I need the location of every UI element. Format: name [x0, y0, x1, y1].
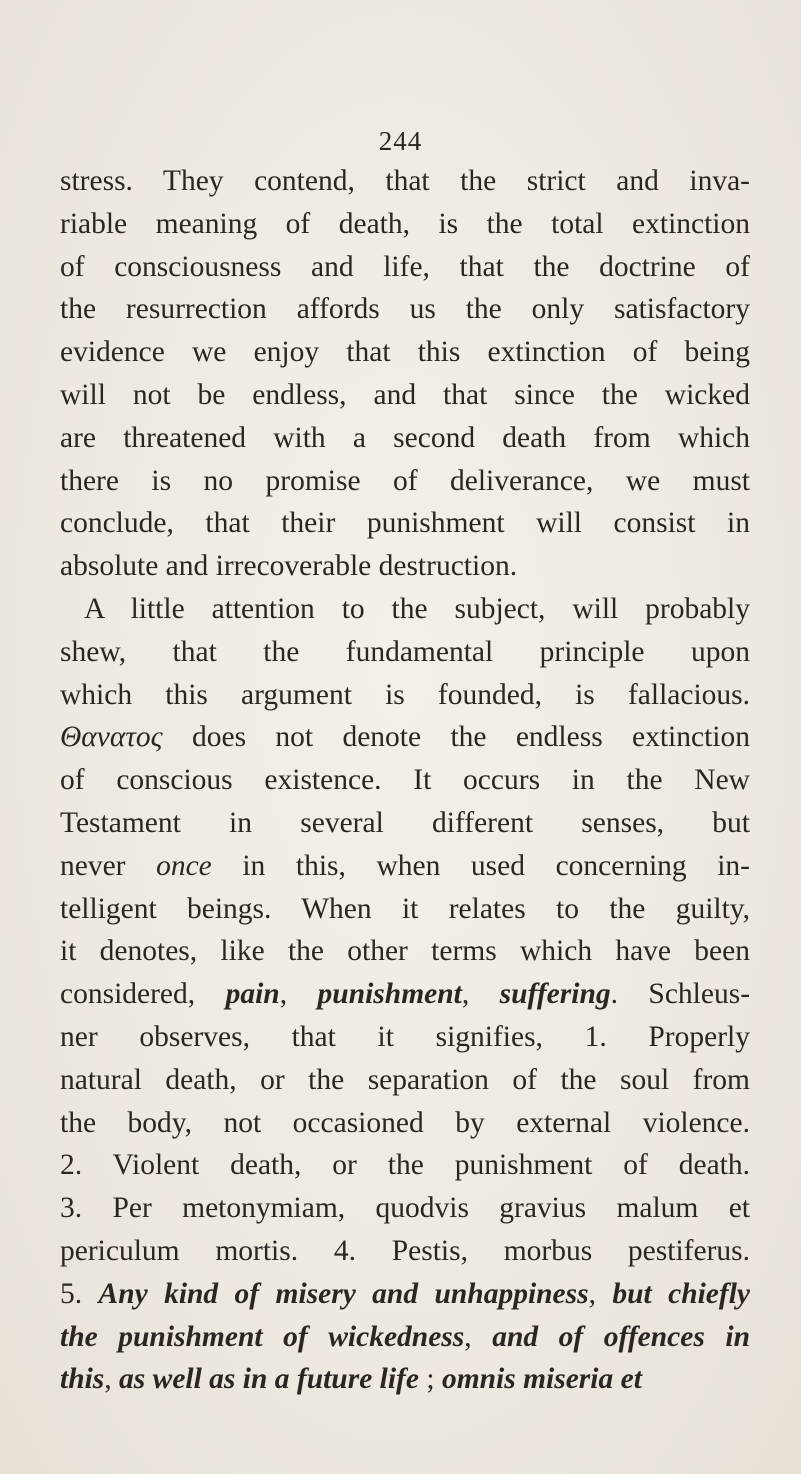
text-line	[60, 1102, 750, 1145]
emphasis-text: the punishment of wickedness	[60, 1320, 465, 1353]
text-line	[60, 1230, 750, 1273]
line-text: 3. Per metonymiam, quodvis gravius malum et	[60, 1192, 750, 1225]
line-text: A little attention to the subject, will probably	[84, 592, 750, 625]
line-text: ,	[104, 1363, 120, 1396]
line-text: ,	[461, 978, 500, 1011]
line-text: ,	[588, 1277, 613, 1310]
text-line	[60, 973, 750, 1016]
line-text: in this, when used concerning in-	[211, 849, 750, 882]
emphasis-text: as well as in a future life	[119, 1363, 419, 1396]
line-text: there is no promise of deliverance, we must	[60, 464, 750, 497]
line-text: . Schleus-	[610, 978, 751, 1011]
line-text: the body, not occasioned by external violence.	[60, 1106, 750, 1139]
text-line	[60, 1016, 750, 1059]
text-line	[60, 1358, 750, 1401]
text-line	[60, 674, 750, 717]
line-text: it denotes, like the other terms which have been	[60, 935, 750, 968]
line-text: of consciousness and life, that the doctrine of	[60, 250, 750, 283]
line-text: telligent beings. When it relates to the guilty,	[60, 892, 750, 925]
line-text: of conscious existence. It occurs in the New	[60, 764, 750, 797]
emphasis-text: punishment	[317, 978, 462, 1011]
emphasis-text: this	[60, 1363, 105, 1396]
line-text: considered,	[60, 978, 226, 1011]
emphasis-text: once	[156, 849, 212, 882]
text-line	[60, 716, 750, 759]
emphasis-text: Any kind of misery and unhappiness	[98, 1277, 589, 1310]
emphasis-text: suffering	[499, 978, 611, 1011]
line-text: does not denote the endless extinction	[162, 721, 750, 754]
emphasis-text: and of offences in	[492, 1320, 750, 1353]
line-text: never	[60, 849, 157, 882]
text-line	[60, 888, 750, 931]
text-line	[60, 502, 750, 545]
emphasis-text: pain	[225, 978, 280, 1011]
line-text: riable meaning of death, is the total extinction	[60, 207, 750, 240]
emphasis-text: but chiefly	[612, 1277, 751, 1310]
text-line	[60, 802, 750, 845]
text-line	[60, 588, 750, 631]
text-line	[60, 1187, 750, 1230]
line-text: evidence we enjoy that this extinction of being	[60, 336, 750, 369]
text-line	[60, 417, 750, 460]
line-text: will not be endless, and that since the wicked	[60, 378, 750, 411]
text-line	[60, 1059, 750, 1102]
line-text: absolute and irrecoverable destruction.	[60, 550, 518, 583]
text-line	[60, 1144, 750, 1187]
line-text: Testament in several different senses, but	[60, 806, 750, 839]
line-text: natural death, or the separation of the soul from	[60, 1063, 750, 1096]
line-text: conclude, that their punishment will consist in	[60, 507, 750, 540]
text-line	[60, 1316, 750, 1359]
text-line	[60, 759, 750, 802]
line-text: shew, that the fundamental principle upon	[60, 635, 750, 668]
line-text: the resurrection affords us the only satisfactory	[60, 293, 750, 326]
line-text: stress. They contend, that the strict and inva-	[60, 165, 750, 197]
line-text: 5.	[60, 1277, 99, 1310]
text-line	[60, 374, 750, 417]
line-text: ,	[464, 1320, 493, 1353]
line-text: are threatened with a second death from which	[60, 421, 750, 454]
emphasis-text: Θανατος	[60, 721, 163, 754]
line-text: ,	[279, 978, 318, 1011]
line-text: periculum mortis. 4. Pestis, morbus pestiferus.	[60, 1234, 750, 1267]
page-number: 244	[378, 126, 423, 156]
body-text	[60, 160, 750, 1401]
line-text: ;	[418, 1363, 442, 1396]
text-line	[60, 460, 750, 503]
text-line	[60, 160, 750, 203]
line-text: ner observes, that it signifies, 1. Properly	[60, 1020, 750, 1053]
text-line	[60, 631, 750, 674]
emphasis-text: omnis miseria et	[441, 1363, 642, 1396]
text-line	[60, 331, 750, 374]
text-line	[60, 1273, 750, 1316]
text-line	[60, 203, 750, 246]
text-line	[60, 288, 750, 331]
text-line	[60, 845, 750, 888]
text-line	[60, 246, 750, 289]
line-text: which this argument is founded, is fallacious.	[60, 678, 750, 711]
text-line	[60, 930, 750, 973]
text-line	[60, 545, 750, 588]
line-text: 2. Violent death, or the punishment of death.	[60, 1149, 750, 1182]
